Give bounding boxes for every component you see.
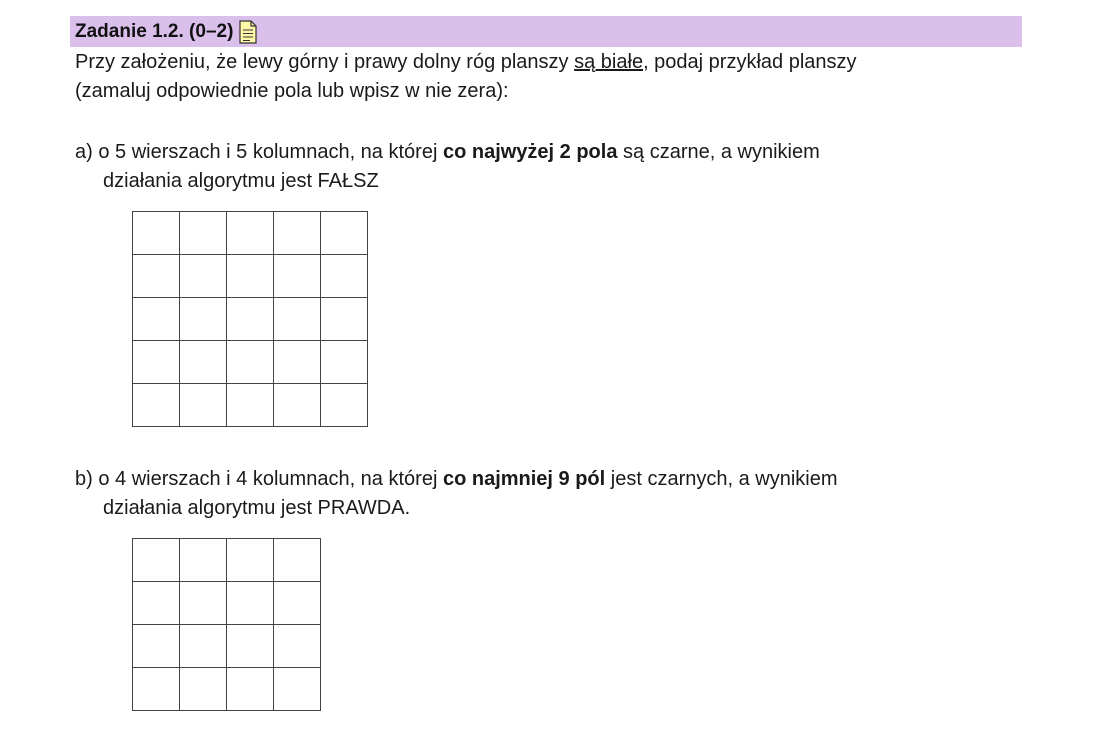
- board-row: [133, 298, 368, 341]
- board-cell[interactable]: [321, 341, 368, 384]
- board-cell[interactable]: [133, 582, 180, 625]
- board-cell[interactable]: [227, 255, 274, 298]
- board-cell[interactable]: [227, 539, 274, 582]
- board-cell[interactable]: [274, 384, 321, 427]
- board-row: [133, 384, 368, 427]
- board-row: [133, 668, 321, 711]
- board-row: [133, 212, 368, 255]
- board-cell[interactable]: [180, 625, 227, 668]
- board-cell[interactable]: [274, 582, 321, 625]
- part-b-mid: jest czarnych, a wynikiem: [605, 468, 838, 490]
- board-cell[interactable]: [274, 255, 321, 298]
- board-cell[interactable]: [180, 341, 227, 384]
- board-cell[interactable]: [227, 341, 274, 384]
- intro-text-end: , podaj przykład planszy: [643, 51, 857, 73]
- part-a-mid: są czarne, a wynikiem: [617, 141, 820, 163]
- part-a-prefix: a) o 5 wierszach i 5 kolumnach, na której: [75, 141, 443, 163]
- board-cell[interactable]: [180, 298, 227, 341]
- board-cell[interactable]: [227, 582, 274, 625]
- board-cell[interactable]: [227, 625, 274, 668]
- board-cell[interactable]: [321, 298, 368, 341]
- board-cell[interactable]: [227, 298, 274, 341]
- board-cell[interactable]: [274, 625, 321, 668]
- task-instructions: [75, 48, 1035, 106]
- board-cell[interactable]: [321, 384, 368, 427]
- part-a-bold-condition: co najwyżej 2 pola: [442, 141, 618, 163]
- part-b-line-2: działania algorytmu jest PRAWDA.: [103, 497, 411, 519]
- board-row: [133, 539, 321, 582]
- board-cell[interactable]: [133, 212, 180, 255]
- board-cell[interactable]: [133, 298, 180, 341]
- board-4x4: [132, 538, 321, 711]
- note-icon[interactable]: [239, 20, 257, 44]
- board-cell[interactable]: [274, 298, 321, 341]
- part-b-prefix: b) o 4 wierszach i 4 kolumnach, na której: [75, 468, 443, 490]
- intro-line-2: (zamaluj odpowiednie pola lub wpisz w nie zera):: [75, 80, 509, 102]
- board-5x5: [132, 211, 368, 427]
- board-cell[interactable]: [133, 255, 180, 298]
- task-header: [70, 16, 1022, 47]
- board-cell[interactable]: [321, 212, 368, 255]
- board-cell[interactable]: [133, 625, 180, 668]
- board-cell[interactable]: [274, 212, 321, 255]
- part-b-bold-condition: co najmniej 9 pól: [442, 468, 606, 490]
- board-cell[interactable]: [227, 668, 274, 711]
- board-row: [133, 341, 368, 384]
- board-cell[interactable]: [180, 212, 227, 255]
- board-cell[interactable]: [180, 582, 227, 625]
- board-cell[interactable]: [274, 668, 321, 711]
- board-cell[interactable]: [227, 384, 274, 427]
- part-a-instructions: [75, 138, 1035, 196]
- part-a-line-2: działania algorytmu jest FAŁSZ: [103, 170, 379, 192]
- board-cell[interactable]: [180, 668, 227, 711]
- board-row: [133, 255, 368, 298]
- part-b-line-1: [75, 465, 1035, 494]
- board-cell[interactable]: [133, 668, 180, 711]
- board-cell[interactable]: [180, 255, 227, 298]
- task-title: Zadanie 1.2. (0–2): [75, 20, 234, 42]
- underlined-phrase: są białe: [574, 51, 644, 73]
- part-b-instructions: [75, 465, 1035, 523]
- board-row: [133, 625, 321, 668]
- board-cell[interactable]: [133, 341, 180, 384]
- board-cell[interactable]: [180, 384, 227, 427]
- board-cell[interactable]: [274, 341, 321, 384]
- intro-text-start: Przy założeniu, że lewy górny i prawy dolny róg planszy: [75, 51, 575, 73]
- board-cell[interactable]: [133, 539, 180, 582]
- intro-line-1: [75, 48, 1035, 77]
- board-cell[interactable]: [274, 539, 321, 582]
- part-a-line-1: [75, 138, 1035, 167]
- board-cell[interactable]: [180, 539, 227, 582]
- board-row: [133, 582, 321, 625]
- board-cell[interactable]: [321, 255, 368, 298]
- board-cell[interactable]: [133, 384, 180, 427]
- board-cell[interactable]: [227, 212, 274, 255]
